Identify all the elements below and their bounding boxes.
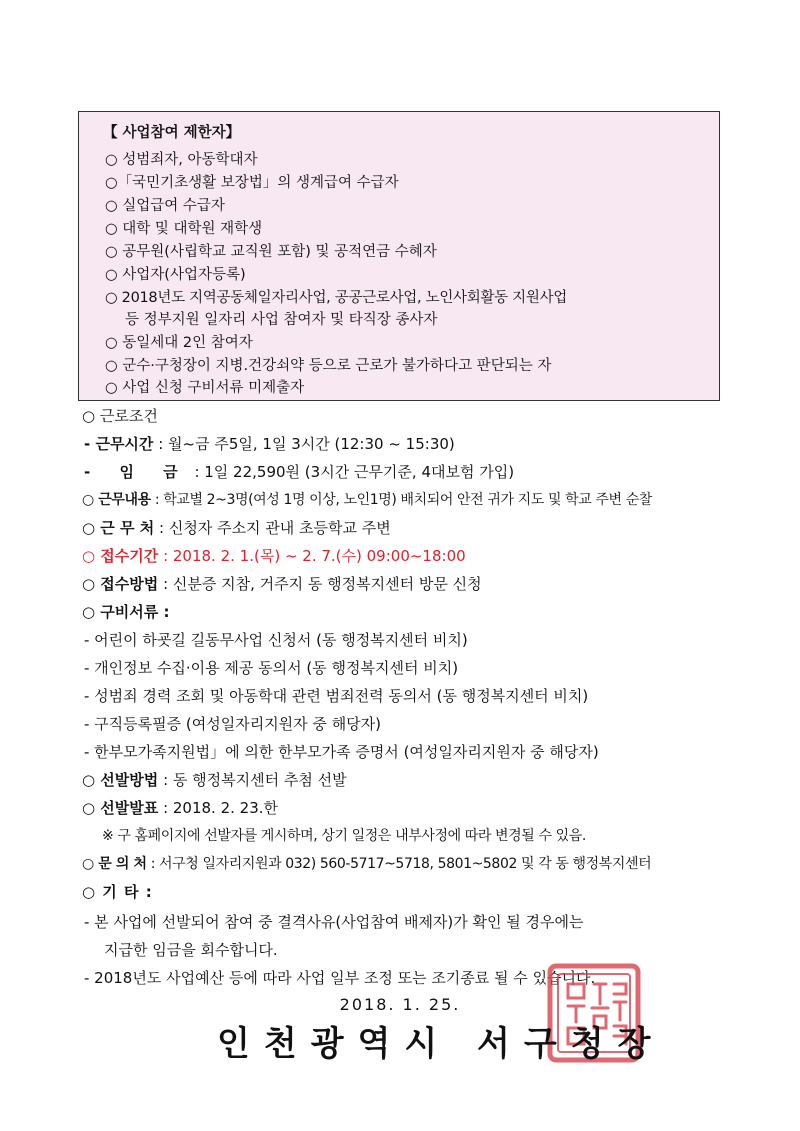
restriction-item-continued: 등 정부지원 일자리 사업 참여자 및 타직장 종사자 bbox=[125, 312, 438, 328]
restriction-item: ○ 사업 신청 구비서류 미제출자 bbox=[105, 380, 305, 396]
work-content-label: ○ 근무내용 bbox=[82, 492, 151, 508]
restriction-item: ○ 대학 및 대학원 재학생 bbox=[105, 221, 263, 237]
restriction-item: ○ 군수·구청장이 지병.건강쇠약 등으로 근로가 불가하다고 판단되는 자 bbox=[105, 358, 552, 374]
selection-method-value: : 동 행정복지센터 추첨 선발 bbox=[163, 771, 347, 789]
document-date: 2018. 1. 25. bbox=[339, 995, 461, 1014]
selection-method-label: ○ 선발방법 bbox=[82, 771, 159, 789]
workplace-label: ○ 근 무 처 bbox=[82, 519, 155, 537]
restriction-box bbox=[78, 111, 720, 401]
work-content-value: : 학교별 2~3명(여성 1명 이상, 노인1명) 배치되어 안전 귀가 지도 및 학교 주변 순찰 bbox=[154, 492, 652, 508]
inquiry-label: ○ 문 의 처 bbox=[82, 856, 147, 872]
selection-announce-label: ○ 선발발표 bbox=[82, 799, 159, 817]
restriction-item: ○ 성범죄자, 아동학대자 bbox=[105, 152, 258, 168]
restriction-item: ○ 2018년도 지역공동체일자리사업, 공공근로사업, 노인사회활동 지원사업 bbox=[105, 290, 568, 306]
selection-note: ※ 구 홈페이지에 선발자를 게시하며, 상기 일정은 내부사정에 따라 변경될 수 있음. bbox=[102, 828, 586, 844]
restriction-item: ○ 동일세대 2인 참여자 bbox=[105, 335, 253, 351]
reception-period-label: ○ 접수기간 bbox=[82, 547, 159, 565]
etc-label: ○ 기 타 : bbox=[82, 883, 153, 901]
restriction-item: ○「국민기초생활 보장법」의 생계급여 수급자 bbox=[105, 175, 399, 191]
document-item: - 성범죄 경력 조회 및 아동학대 관련 범죄전력 동의서 (동 행정복지센터 비치) bbox=[84, 687, 589, 705]
issuer-signature: 인천광역시 서구청장 bbox=[217, 1024, 665, 1064]
hours-label: - 근무시간 bbox=[84, 435, 154, 453]
etc-item-continued: 지급한 임금을 회수합니다. bbox=[104, 941, 278, 959]
hours-value: : 월~금 주5일, 1일 3시간 (12:30 ~ 15:30) bbox=[158, 435, 455, 453]
workplace-value: : 신청자 주소지 관내 초등학교 주변 bbox=[159, 519, 391, 537]
document-item: - 한부모가족지원법」에 의한 한부모가족 증명서 (여성일자리지원자 중 해당자) bbox=[84, 743, 599, 761]
restriction-item: ○ 공무원(사립학교 교직원 포함) 및 공적연금 수혜자 bbox=[105, 244, 437, 260]
etc-item: - 본 사업에 선발되어 참여 중 결격사유(사업참여 배제자)가 확인 될 경우에는 bbox=[84, 913, 584, 931]
inquiry-value: : 서구청 일자리지원과 032) 560-5717~5718, 5801~5802 및 각 동 행정복지센터 bbox=[150, 856, 652, 872]
reception-method-value: : 신분증 지참, 거주지 동 행정복지센터 방문 신청 bbox=[163, 575, 482, 593]
reception-period-value: : 2018. 2. 1.(목) ~ 2. 7.(수) 09:00~18:00 bbox=[163, 547, 466, 565]
document-item: - 구직등록필증 (여성일자리지원자 중 해당자) bbox=[84, 715, 382, 733]
conditions-heading: ○ 근로조건 bbox=[82, 407, 158, 425]
document-item: - 어린이 하굣길 길동무사업 신청서 (동 행정복지센터 비치) bbox=[84, 631, 468, 649]
reception-method-label: ○ 접수방법 bbox=[82, 575, 159, 593]
wage-label: - 임 금 bbox=[84, 463, 190, 481]
etc-item: - 2018년도 사업예산 등에 따라 사업 일부 조정 또는 조기종료 될 수 있습니다. bbox=[84, 969, 596, 987]
documents-label: ○ 구비서류 : bbox=[82, 603, 170, 621]
wage-value: : 1일 22,590원 (3시간 근무기준, 4대보험 가입) bbox=[194, 463, 515, 481]
selection-announce-value: : 2018. 2. 23.한 bbox=[163, 799, 279, 817]
restriction-item: ○ 실업급여 수급자 bbox=[105, 198, 225, 214]
restriction-title: 【 사업참여 제한자】 bbox=[103, 125, 241, 141]
document-item: - 개인정보 수집·이용 제공 동의서 (동 행정복지센터 비치) bbox=[84, 659, 459, 677]
restriction-item: ○ 사업자(사업자등록) bbox=[105, 267, 246, 283]
